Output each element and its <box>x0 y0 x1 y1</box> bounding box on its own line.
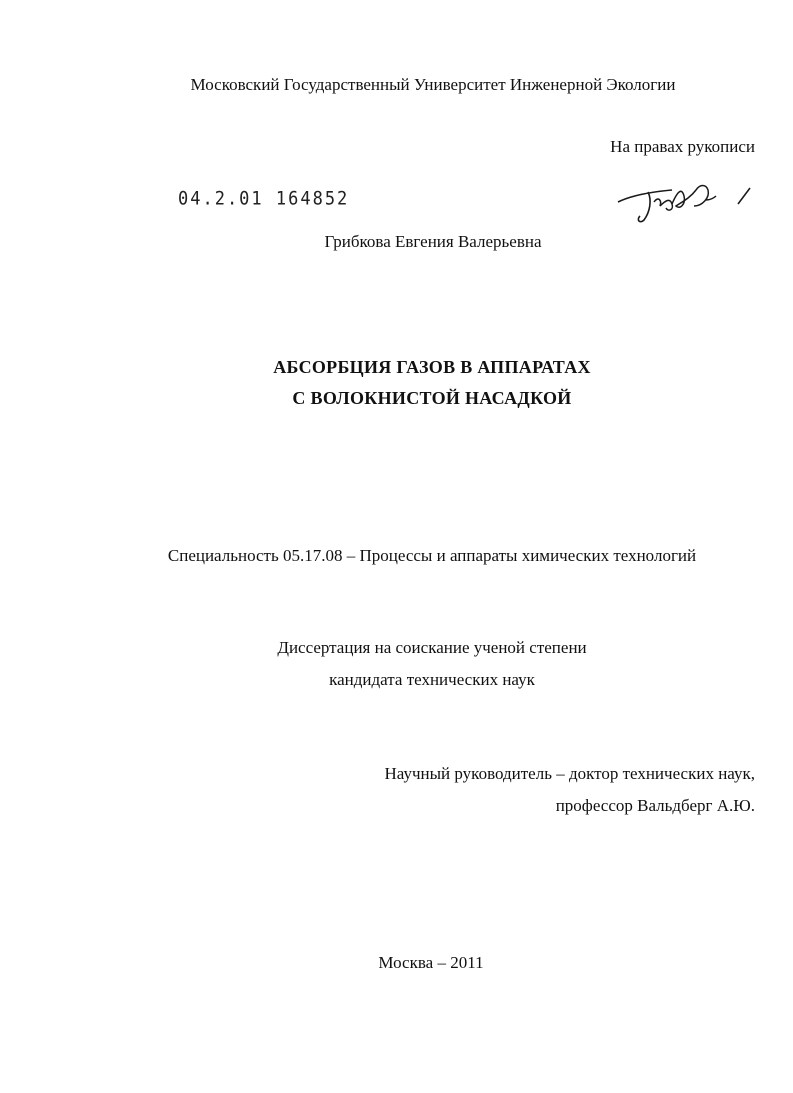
university-name: Московский Государственный Университет Инженерной Экологии <box>190 75 676 94</box>
thesis-title-line-1: АБСОРБЦИЯ ГАЗОВ В АППАРАТАХ <box>273 357 591 377</box>
supervisor-line-2: профессор Вальдберг А.Ю. <box>555 796 755 815</box>
registration-stamp: 04.2.01 164852 <box>178 188 350 210</box>
place-and-year: Москва – 2011 <box>378 953 484 972</box>
supervisor-line-1: Научный руководитель – доктор технических наук, <box>384 764 755 783</box>
manuscript-rights: На правах рукописи <box>610 137 755 156</box>
dissertation-line-1: Диссертация на соискание ученой степени <box>277 638 587 657</box>
author-name: Грибкова Евгения Валерьевна <box>324 232 542 251</box>
thesis-title-line-2: С ВОЛОКНИСТОЙ НАСАДКОЙ <box>292 388 572 408</box>
dissertation-line-2: кандидата технических наук <box>329 670 535 689</box>
specialty-line: Специальность 05.17.08 – Процессы и аппараты химических технологий <box>167 546 697 565</box>
handwritten-signature <box>610 170 760 230</box>
